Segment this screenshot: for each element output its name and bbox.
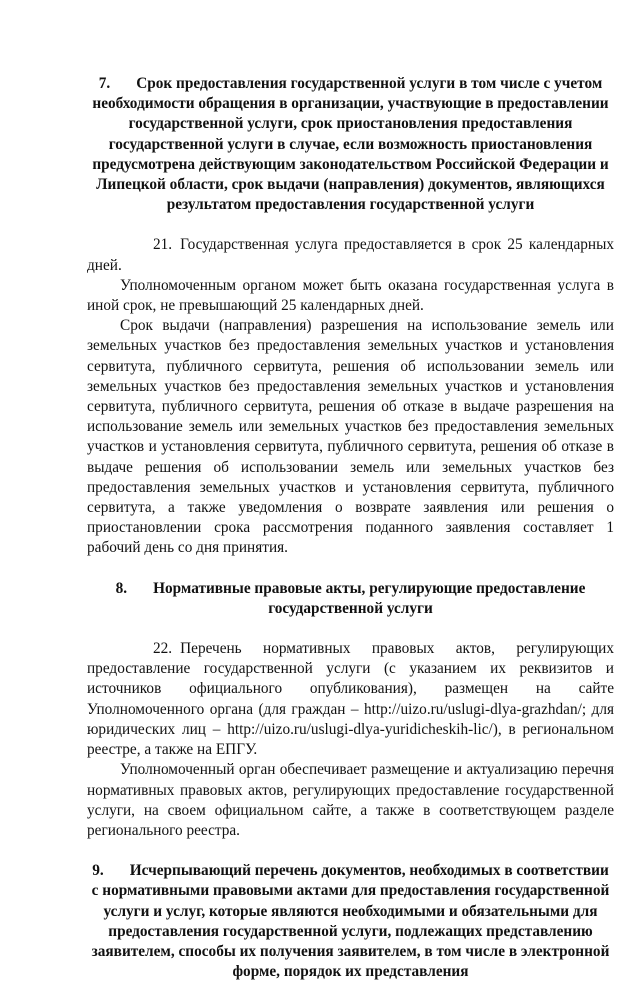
section-8-title: Нормативные правовые акты, регулирующие предоставление государственной услуги — [153, 579, 586, 617]
document-content — [87, 74, 614, 982]
section-7-heading — [87, 74, 614, 215]
paragraph-21-number: 21. — [153, 236, 173, 254]
section-8-number: 8. — [115, 579, 128, 597]
section-9-heading — [87, 861, 614, 982]
paragraph-21-c: Срок выдачи (направления) разрешения на использование земель или земельных участков без предоставления земельных участков и установления сервитута, публичного сервитута, решения об использовании земель или земельных участков без предоставления земельных участков и установления сервитута, публичного сервитута, решения об отказе в выдаче разрешения на использование земель или земельных участков без предоставления земельных участков и установления сервитута, публичного сервитута, решения об отказе в выдаче решения об использовании земель или земельных участков без предоставления земельных участков и установления сервитута, публичного сервитута, а также уведомления о возврате заявления или решения о приостановлении срока рассмотрения поданного заявления составляет 1 рабочий день со дня принятия. — [87, 317, 614, 557]
paragraph-22 — [87, 639, 614, 760]
section-9-title: Исчерпывающий перечень документов, необходимых в соответствии с нормативными правовыми актами для предоставления государственной услуги и услуг, которые являются необходимыми и обязательными для предоставления государственной услуги, подлежащих представлению заявителем, способы их получения заявителем, в том числе в электронной форме, порядок их представления — [91, 862, 610, 981]
paragraph-22-b: Уполномоченный орган обеспечивает размещение и актуализацию перечня нормативных правовых актов, регулирующих предоставление государственной услуги, на своем официальном сайте, а также в соответствующем разделе регионального реестра. — [87, 761, 614, 839]
paragraph-22-number: 22. — [153, 640, 173, 658]
section-9-number: 9. — [92, 862, 104, 880]
paragraph-21-text: Государственная услуга предоставляется в срок 25 календарных дней. — [87, 236, 614, 274]
paragraph-21-b: Уполномоченным органом может быть оказана государственная услуга в иной срок, не превышающий 25 календарных дней. — [87, 276, 614, 315]
section-7-title: Срок предоставления государственной услуги в том числе с учетом необходимости обращения в организации, участвующие в предоставлении государственной услуги, срок приостановления предоставления государственной услуги в случае, если возможность приостановления предусмотрена действующим законодательством Российской Федерации и Липецкой области, срок выдачи (направления) документов, являющихся результатом предоставления государственной услуги — [92, 75, 609, 214]
paragraph-21 — [87, 235, 614, 275]
paragraph-22-text: Перечень нормативных правовых актов, регулирующих предоставление государственной услуги (с указанием их реквизитов и источников официального опубликования), размещен на сайте Уполномоченного органа (для граждан – http://uizo.ru/uslugi-dlya-grazhdan/; для юридических лиц – http://uizo.ru/uslugi-dlya-yuridicheskih-lic/), в региональном реестре, а также на ЕПГУ. — [87, 640, 614, 759]
section-7-number: 7. — [98, 75, 111, 92]
section-8-heading — [87, 579, 614, 619]
